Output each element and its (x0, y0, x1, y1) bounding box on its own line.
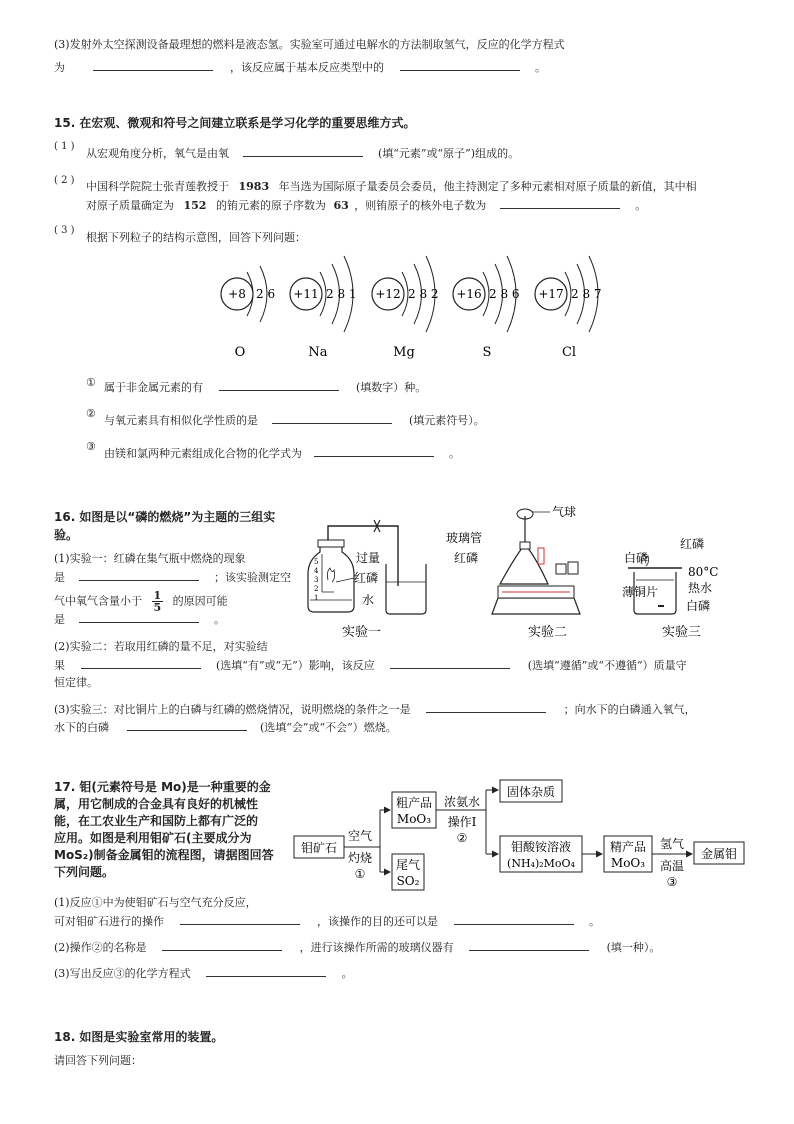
q16-p1-line4: 是 。 (54, 613, 225, 626)
scale-mark: 2 (314, 585, 319, 593)
label-white-phosphorus: 白磷 (624, 551, 649, 565)
flow-fine-formula: MoO₃ (610, 856, 646, 870)
q17-p1-line1: (1)反应①中为使钼矿石与空气充分反应， (54, 896, 257, 909)
blank[interactable] (79, 612, 199, 623)
flow-step-1: ① (354, 867, 366, 881)
nucleus-charge: +12 (375, 287, 401, 301)
pointer-line (336, 578, 354, 582)
q16-title-line1: 16. 如图是以“磷的燃烧”为主题的三组实 (54, 510, 276, 524)
stopper (318, 540, 344, 547)
q15-p1-num: ( 1 ) (54, 141, 75, 152)
q15-s2-num: ② (86, 407, 96, 420)
atom-cl (535, 256, 602, 360)
blank[interactable] (127, 720, 247, 731)
q16-p2-line3: 恒定律。 (54, 676, 98, 689)
label-excess: 过量 (356, 551, 381, 565)
q15-s3-num: ③ (86, 440, 96, 453)
atom-s (453, 256, 520, 360)
flow-high-temp: 高温 (659, 859, 685, 873)
blank[interactable] (426, 702, 546, 713)
q16-p1-line3: 气中氧气含量小于 $\frac{1}{5}$ 的原因可能 (54, 589, 228, 614)
flow-crude-formula: MoO₃ (396, 812, 432, 826)
q14-line1: (3)发射外太空探测设备最理想的燃料是液态氢。实验室可通过电解水的方法制取氢气，反应的化学方程式 (54, 38, 565, 51)
atom-structure-diagrams (210, 248, 630, 368)
fraction: $\frac{1}{5}$ (153, 589, 162, 614)
nucleus-charge: +11 (293, 287, 319, 301)
q17-intro-3: 能，在工农业生产和国防上都有广泛的 (54, 814, 259, 828)
blank[interactable] (81, 658, 201, 669)
label-red-phosphorus: 红磷 (454, 551, 479, 565)
weight (556, 564, 566, 574)
molybdenum-flowchart (290, 776, 750, 898)
blank[interactable] (454, 914, 574, 925)
blank[interactable] (162, 940, 282, 951)
q17-intro-4: 应用。如图是利用钼矿石(主要成分为 (54, 831, 252, 845)
flow-solution-formula: (NH₄)₂MoO₄ (507, 857, 575, 870)
q15-p1: 从宏观角度分析，氧气是由氧 (填“元素”或“原子”)组成的。 (86, 147, 520, 160)
q15-s2: 与氧元素具有相似化学性质的是 (填元素符号）。 (104, 414, 485, 427)
blank[interactable] (400, 60, 520, 71)
element-symbol: Cl (561, 345, 577, 360)
flow-step-3: ③ (666, 875, 678, 889)
q15-p3: 根据下列粒子的结构示意图，回答下列问题： (86, 231, 306, 244)
blank[interactable] (272, 413, 392, 424)
label-white-phosphorus: 白磷 (686, 599, 711, 613)
blank[interactable] (500, 198, 620, 209)
flow-hydrogen: 氢气 (659, 837, 685, 851)
nucleus-charge: +17 (538, 287, 564, 301)
blank[interactable] (243, 146, 363, 157)
q17-p1-line2: 可对钼矿石进行的操作 ，该操作的目的还可以是 。 (54, 915, 600, 928)
label-red-phosphorus: 红磷 (680, 537, 705, 551)
q16-p3-line2: 水下的白磷 (选填“会”或“不会”）燃烧。 (54, 721, 397, 734)
atom-na (290, 256, 357, 360)
q16-p3-line1: (3)实验三：对比铜片上的白磷与红磷的燃烧情况，说明燃烧的条件之一是 ；向水下的白磷通入氧气， (54, 703, 696, 716)
beaker (386, 564, 426, 614)
experiment-3-apparatus (622, 536, 718, 640)
flow-solid: 固体杂质 (506, 785, 556, 799)
combustion-spoon (322, 554, 334, 592)
q15-p2-line2: 对原子质量确定为 152 的铕元素的原子序数为 63 ，则铕原子的核外电子数为 。 (86, 199, 647, 212)
element-symbol: Mg (393, 345, 415, 360)
flow-ore: 钼矿石 (300, 841, 338, 855)
nucleus-charge: +16 (456, 287, 482, 301)
blank[interactable] (79, 570, 199, 581)
label-red-phosphorus: 红磷 (354, 571, 379, 585)
label-water: 水 (362, 593, 375, 607)
phosphorus-experiments-figure (294, 502, 744, 642)
q17-p3: (3)写出反应③的化学方程式 。 (54, 967, 353, 980)
flow-air: 空气 (347, 829, 373, 843)
q17-intro-5: MoS₂)制备金属钼的流程图，请据图回答 (54, 848, 274, 862)
flame-icon (327, 568, 334, 582)
electron-config: 2 8 7 (571, 287, 602, 301)
q18-title: 18. 如图是实验室常用的装置。 (54, 1030, 224, 1044)
flow-ammonia: 浓氨水 (443, 795, 481, 809)
experiment-3-label: 实验三 (662, 625, 702, 640)
flow-operation-1: 操作I (447, 815, 477, 829)
balance-base (492, 598, 580, 614)
q17-intro-6: 下列问题。 (54, 865, 115, 879)
flow-fine: 精产品 (609, 840, 647, 854)
element-symbol: Na (308, 345, 328, 360)
label-copper-sheet: 薄铜片 (622, 585, 659, 599)
experiment-1-apparatus (308, 520, 426, 640)
label-hot-water: 热水 (688, 581, 713, 595)
q15-title: 15. 在宏观、微观和符号之间建立联系是学习化学的重要思维方式。 (54, 116, 416, 130)
label-glass-tube: 玻璃管 (446, 531, 483, 545)
blank[interactable] (390, 658, 510, 669)
q16-title-line2: 验。 (54, 528, 79, 542)
electron-shell (247, 272, 253, 316)
q15-p3-num: ( 3 ) (54, 225, 75, 236)
scale-mark: 5 (314, 558, 319, 566)
q16-p2-line2: 果 (选填“有”或“无”）影响，该反应 (选填“遵循”或“不遵循”）质量守 (54, 659, 687, 672)
label-balloon: 气球 (552, 505, 577, 519)
weight (568, 562, 578, 574)
scale-mark: 4 (314, 567, 319, 575)
flask-stopper (520, 542, 530, 549)
experiment-1-label: 实验一 (342, 625, 382, 640)
q17-intro-2: 属，用它制成的合金具有良好的机械性 (54, 797, 259, 811)
q14-line2: 为 ，该反应属于基本反应类型中的 。 (54, 61, 546, 74)
flow-roast: 灼烧 (347, 851, 373, 865)
electron-config: 2 8 6 (489, 287, 520, 301)
q16-p1-line2: 是 ；该实验测定空 (54, 571, 291, 584)
flow-tail: 尾气 (395, 858, 421, 872)
experiment-2-apparatus (446, 504, 580, 640)
atom-o (221, 266, 275, 360)
blank[interactable] (314, 446, 434, 457)
flow-metal: 金属钼 (700, 847, 738, 861)
scale-mark: 3 (314, 576, 319, 584)
q15-s1: 属于非金属元素的有 (填数字）种。 (104, 381, 427, 394)
blank[interactable] (93, 60, 213, 71)
q16-p1-line1: (1)实验一：红磷在集气瓶中燃烧的现象 (54, 552, 246, 565)
q17-p2: (2)操作②的名称是 ，进行该操作所需的玻璃仪器有 (填一种）。 (54, 941, 661, 954)
q17-intro-1: 17. 钼(元素符号是 Mo)是一种重要的金 (54, 780, 271, 794)
flow-crude: 粗产品 (395, 796, 433, 810)
atom-mg (372, 256, 439, 360)
blank[interactable] (469, 940, 589, 951)
q15-s3: 由镁和氯两种元素组成化合物的化学式为 。 (104, 447, 460, 460)
flow-solution: 钼酸铵溶液 (510, 840, 572, 854)
blank[interactable] (219, 380, 339, 391)
electron-config: 2 8 2 (408, 287, 439, 301)
blank[interactable] (180, 914, 300, 925)
experiment-2-label: 实验二 (528, 625, 568, 640)
flow-tail-formula: SO₂ (396, 874, 420, 888)
element-symbol: O (234, 345, 246, 360)
weight (538, 548, 544, 564)
q15-s1-num: ① (86, 376, 96, 389)
q16-p2-line1: (2)实验二：若取用红磷的量不足，对实验结 (54, 640, 268, 653)
label-temperature: 80°C (688, 565, 719, 579)
nucleus-charge: +8 (228, 287, 246, 301)
element-symbol: S (482, 345, 492, 360)
q18-line1: 请回答下列问题： (54, 1054, 142, 1067)
blank[interactable] (206, 966, 326, 977)
flow-step-2: ② (456, 831, 468, 845)
electron-config: 2 6 (256, 287, 276, 301)
q15-p2-line1: 中国科学院院士张青莲教授于 1983 年当选为国际原子量委员会委员，他主持测定了多种元素相对原子质量的新值，其中相 (86, 180, 697, 193)
electron-config: 2 8 1 (326, 287, 357, 301)
q15-p2-num: ( 2 ) (54, 175, 75, 186)
scale-mark: 1 (314, 594, 319, 602)
